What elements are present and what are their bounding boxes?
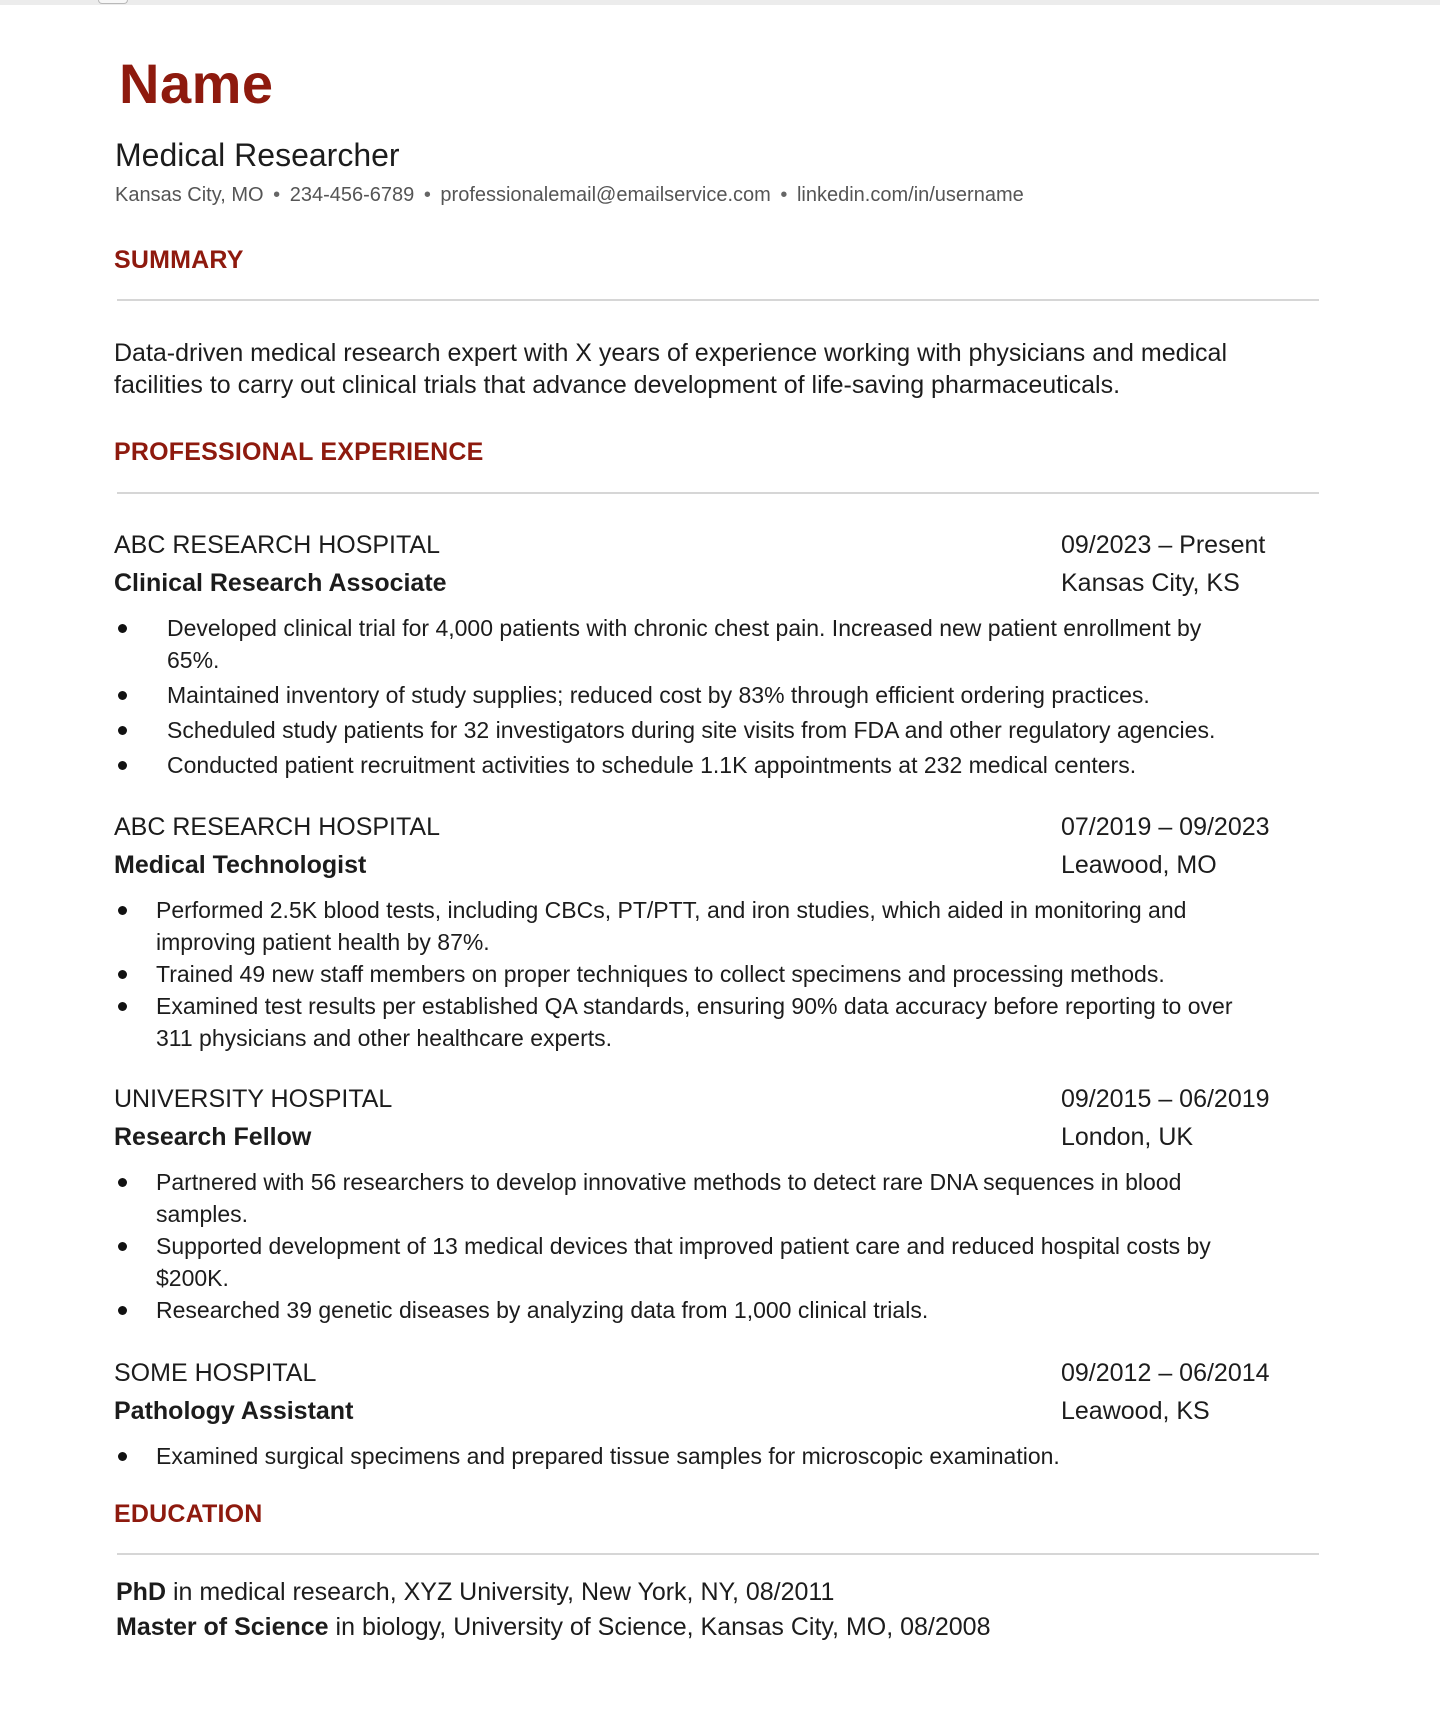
job-dates: 09/2015 – 06/2019 — [1061, 1085, 1270, 1113]
contact-location: Kansas City, MO — [115, 184, 264, 206]
bullet-icon — [118, 1242, 127, 1251]
experience-divider — [117, 492, 1319, 494]
education-divider — [117, 1553, 1319, 1555]
job-bullet — [113, 714, 1273, 746]
candidate-name: Name — [119, 52, 274, 115]
job-employer: ABC RESEARCH HOSPITAL — [114, 813, 441, 841]
contact-email: professionalemail@emailservice.com — [440, 184, 771, 206]
job-location: Leawood, MO — [1061, 851, 1217, 879]
job-bullet-text: Maintained inventory of study supplies; reduced cost by 83% through efficient ordering practices. — [167, 682, 1150, 708]
bullet-icon — [118, 624, 127, 633]
job-bullet — [113, 1166, 1273, 1230]
education-entry — [116, 1610, 990, 1644]
bullet-icon — [118, 726, 127, 735]
job-bullet-list — [113, 1440, 1273, 1472]
job-bullet-text: Scheduled study patients for 32 investigators during site visits from FDA and other regulatory agencies. — [167, 717, 1216, 743]
job-bullet — [113, 958, 1273, 990]
job-bullet — [113, 1440, 1273, 1472]
job-employer: UNIVERSITY HOSPITAL — [114, 1085, 393, 1113]
job-role: Research Fellow — [114, 1123, 312, 1151]
job-role: Pathology Assistant — [114, 1397, 354, 1425]
bullet-icon — [118, 906, 127, 915]
job-dates: 07/2019 – 09/2023 — [1061, 813, 1270, 841]
summary-divider — [117, 299, 1319, 301]
window-top-bar — [0, 0, 1440, 5]
experience-heading: PROFESSIONAL EXPERIENCE — [114, 438, 484, 466]
bullet-icon — [118, 1002, 127, 1011]
job-bullet-text: Supported development of 13 medical devices that improved patient care and reduced hospital costs by $200K. — [156, 1233, 1211, 1291]
education-degree: Master of Science — [116, 1613, 329, 1641]
contact-linkedin: linkedin.com/in/username — [796, 184, 1024, 206]
job-bullet — [113, 679, 1273, 711]
job-bullet-text: Researched 39 genetic diseases by analyzing data from 1,000 clinical trials. — [156, 1297, 929, 1323]
job-bullet-list — [113, 612, 1273, 784]
job-employer: SOME HOSPITAL — [114, 1359, 317, 1387]
job-bullet — [113, 612, 1273, 676]
bullet-icon — [118, 1306, 127, 1315]
job-bullet — [113, 749, 1273, 781]
job-bullet-text: Partnered with 56 researchers to develop innovative methods to detect rare DNA sequences in blood samples. — [156, 1169, 1182, 1227]
summary-text: Data-driven medical research expert with X years of experience working with physicians and medical facilities to carry out clinical trials that advance development of life-saving pharmaceuticals. — [114, 339, 1228, 399]
education-entry — [116, 1575, 834, 1609]
bullet-icon — [118, 691, 127, 700]
bullet-icon — [118, 970, 127, 979]
job-role: Clinical Research Associate — [114, 569, 447, 597]
top-bar-tab[interactable] — [98, 0, 128, 4]
job-bullet-text: Examined surgical specimens and prepared tissue samples for microscopic examination. — [156, 1443, 1060, 1469]
job-bullet — [113, 1294, 1273, 1326]
job-bullet-list — [113, 1166, 1273, 1326]
job-employer: ABC RESEARCH HOSPITAL — [114, 531, 441, 559]
education-details: in biology, University of Science, Kansas City, MO, 08/2008 — [328, 1613, 991, 1641]
job-dates: 09/2012 – 06/2014 — [1061, 1359, 1270, 1387]
bullet-icon — [118, 761, 127, 770]
job-role: Medical Technologist — [114, 851, 367, 879]
contact-line — [115, 182, 1024, 208]
job-location: London, UK — [1061, 1123, 1194, 1151]
job-bullet-list — [113, 894, 1273, 1054]
contact-separator: • — [780, 184, 788, 206]
job-bullet — [113, 990, 1273, 1054]
job-bullet-text: Developed clinical trial for 4,000 patients with chronic chest pain. Increased new patient enrollment by 65%. — [167, 615, 1202, 673]
job-bullet-text: Examined test results per established QA standards, ensuring 90% data accuracy before reporting to over 311 physicians and other healthcare experts. — [156, 993, 1233, 1051]
job-bullet — [113, 1230, 1273, 1294]
job-dates: 09/2023 – Present — [1061, 531, 1266, 559]
education-degree: PhD — [116, 1578, 166, 1606]
education-heading: EDUCATION — [114, 1500, 263, 1528]
contact-phone: 234-456-6789 — [289, 184, 415, 206]
summary-heading: SUMMARY — [114, 246, 244, 274]
job-location: Kansas City, KS — [1061, 569, 1240, 597]
contact-separator: • — [423, 184, 431, 206]
bullet-icon — [118, 1452, 127, 1461]
job-bullet-text: Conducted patient recruitment activities to schedule 1.1K appointments at 232 medical centers. — [167, 752, 1137, 778]
job-bullet-text: Trained 49 new staff members on proper techniques to collect specimens and processing methods. — [156, 961, 1165, 987]
education-details: in medical research, XYZ University, New York, NY, 08/2011 — [166, 1578, 835, 1606]
job-bullet-text: Performed 2.5K blood tests, including CBCs, PT/PTT, and iron studies, which aided in monitoring and improving patient health by 87%. — [156, 897, 1187, 955]
job-location: Leawood, KS — [1061, 1397, 1210, 1425]
candidate-title: Medical Researcher — [115, 137, 400, 173]
job-bullet — [113, 894, 1273, 958]
bullet-icon — [118, 1178, 127, 1187]
contact-separator: • — [273, 184, 281, 206]
